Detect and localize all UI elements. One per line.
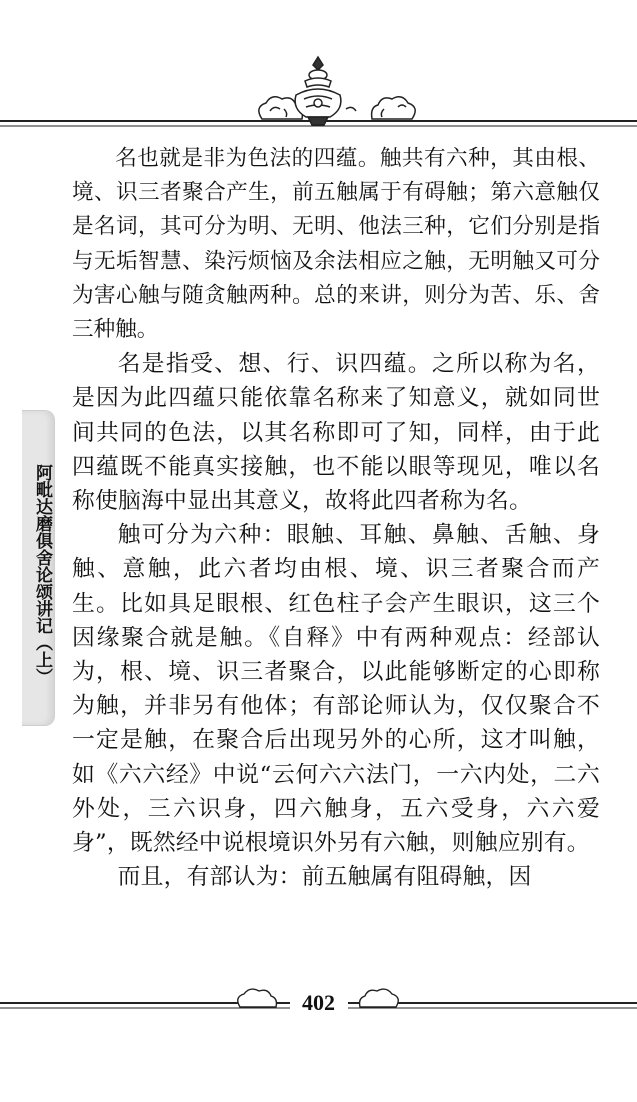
paragraph-1: 名也就是非为色法的四蕴。触共有六种，其由根、境、识三者聚合产生，前五触属于有碍触；第六意触仅是名词，其可分为明、无明、他法三种，它们分别是指与无垢智慧、染污烦恼及余法相应之触，无明触又可分为害心触与随贪触两种。总的来讲，则分为苦、乐、舍三种触。	[72, 146, 600, 343]
side-tab	[22, 410, 55, 726]
paragraph-2: 名是指受、想、行、识四蕴。之所以称为名，是因为此四蕴只能依靠名称来了知意义，就如同世间共同的色法，以其名称即可了知，同样，由于此四蕴既不能真实接触，也不能以眼等现见，唯以名称使脑海中显出其意义，故将此四者称为名。	[72, 351, 600, 515]
book-title: 阿毗达磨俱舍论颂讲记（上）	[32, 463, 52, 685]
body-text	[72, 142, 600, 894]
cloud-right-icon	[346, 97, 415, 119]
paragraph-3: 触可分为六种：眼触、耳触、鼻触、舌触、身触、意触，此六者均由根、境、识三者聚合而产生。比如具足眼根、红色柱子会产生眼识，这三个因缘聚合就是触。《自释》中有两种观点：经部认为，根、境、识三者聚合，以此能够断定的心即称为触，并非另有他体；有部论师认为，仅仅聚合不一定是触，在聚合后出现另外的心所，这才叫触，如《六六经》中说“云何六六法门，一六内处，二六外处，三六识身，四六触身，五六受身，六六爱身”，既然经中说根境识外另有六触，则触应别有。	[72, 522, 600, 857]
vase-icon	[295, 57, 341, 125]
paragraph-4: 而且，有部认为：前五触属有阻碍触，因	[117, 864, 532, 891]
header-ornament	[0, 55, 637, 135]
page-number: 402	[302, 990, 335, 1015]
